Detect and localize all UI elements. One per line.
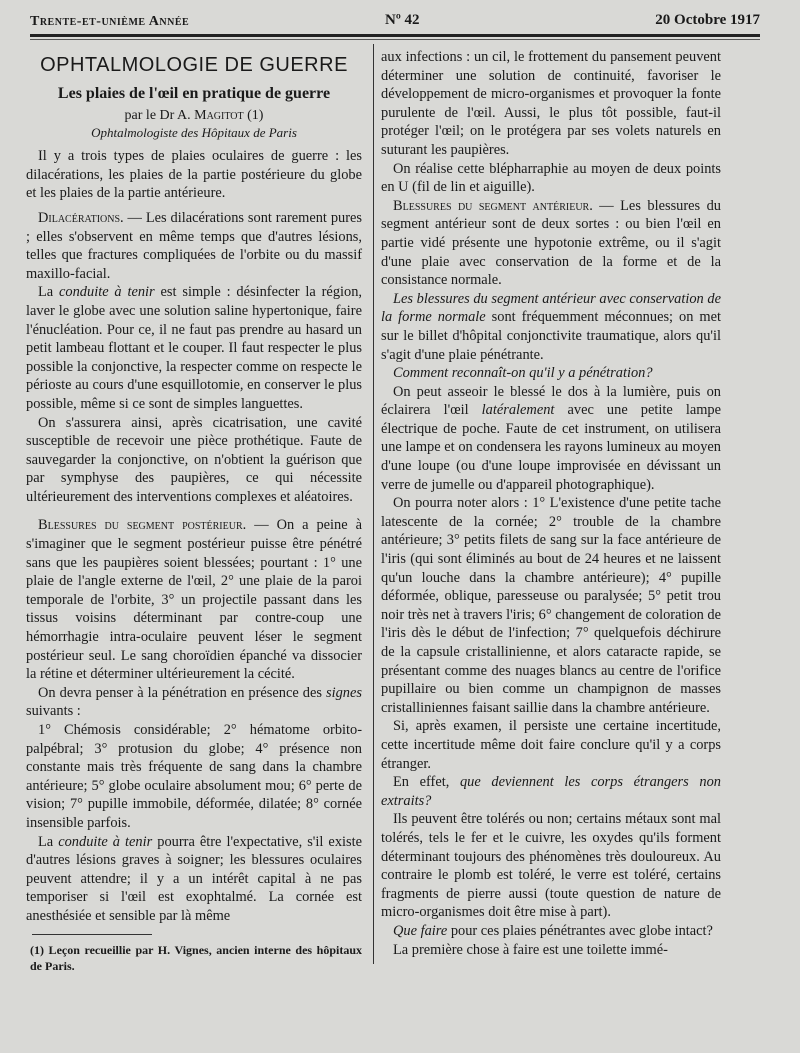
question: Comment reconnaît-on qu'il y a pénétration?: [393, 365, 653, 382]
paragraph: On réalise cette blépharraphie au moyen de deux points en U (fil de lin et aiguille).: [381, 160, 721, 196]
issue-date: 20 Octobre 1917: [655, 12, 760, 28]
volume-label: Trente-et-unième Année: [30, 14, 190, 29]
subsection-heading: Dilacérations.: [38, 209, 124, 226]
article-title: Les plaies de l'œil en pratique de guerre: [57, 84, 331, 102]
footnote: (1) Leçon recueillie par H. Vignes, ancien interne des hôpitaux de Paris.: [30, 943, 362, 973]
paragraph: Que faire pour ces plaies pénétrantes avec globe intact?: [393, 922, 713, 939]
left-column: [26, 50, 362, 926]
paragraph: Il y a trois types de plaies oculaires de guerre : les dilacérations, les plaies de la partie postérieure du globe et les plaies de la partie antérieure.: [26, 148, 362, 202]
paragraph: On pourra noter alors : 1° L'existence d'une petite tache latescente de la cornée; 2° trouble de la chambre antérieure; 3° petits filets de sang sur la face antérieure de l'iris (qui sont éliminés au bout de 24 heures et ne laissent qu'un louche dans la chambre antérieure); 4° pupille déformée, oblique, paresseuse ou paralysée; 5° petit trou noir très net à travers l'iris; 6° changement de coloration de l'iris dès le début de l'infection; 7° quelquefois déchirure de la capsule cristallinienne, et alors cataracte rapide, se présentant comme des nuages blancs au centre de l'orifice pupillaire ou bien comme un champignon de masses cristalliniennes faisant saillie dans la chambre antérieure.: [381, 495, 722, 716]
header-rule-thick: [30, 34, 760, 37]
paragraph: Blessures du segment antérieur. — Les blessures du segment antérieur sont de deux sortes : ou bien l'œil en partie vidé présente une hypotonie extrême, ou il s'agit d'une plaie avec conservation de la forme et de la consistance normale.: [381, 197, 721, 289]
paragraph: Blessures du segment postérieur. — On a peine à s'imaginer que le segment postérieur puisse être pénétré sans que les paupières soient blessées; pourtant : 1° une plaie de l'angle externe de l'œil, 2° une plaie de la paroi temporale de l'orbite, 3° un projectile passant dans les tissus voisins déterminant par contre-coup une hémorrhagie intra-oculaire peuvent léser le segment postérieur seul. Le sang choroïdien épanché va dissocier la rétine et déterminer ultérieurement la cécité.: [26, 517, 362, 683]
page-header: [30, 12, 760, 34]
byline-prefix: par le Dr A.: [124, 108, 191, 124]
byline: [26, 107, 362, 125]
paragraph: Ils peuvent être tolérés ou non; certains métaux sont mal tolérés, tels le fer et le cuivre, les oxydes qu'ils forment déterminant toujours des phénomènes très douloureux. Au contraire le plomb est toléré, le verre est toléré, certains fragments de pierre aussi (toute question de nature de micro-organismes doit être mise à part).: [381, 811, 721, 921]
footnote-rule: [32, 934, 152, 935]
author-name: Magitot: [194, 108, 244, 124]
paragraph: aux infections : un cil, le frottement du pansement peuvent déterminer une solution de continuité, favoriser le développement de micro-organismes et provoquer la fonte purulente de l'œil. Aussi, le plus tôt possible, faut-il protéger l'œil; on le protégera par ses volets naturels en suturant les paupières.: [381, 49, 721, 158]
footnote-marker: (1): [247, 108, 264, 124]
paragraph: La conduite à tenir pourra être l'expectative, s'il existe d'autres lésions graves à soigner; les blessures oculaires peuvent attendre; il y a un intérêt capital à ne pas temporiser si l'œil est exophtalmé. La cornée est anesthésiée et sensible par là même: [26, 833, 363, 924]
paragraph: Dilacérations. — Les dilacérations sont rarement pures ; elles s'observent en même temps que d'autres lésions, telles que fractures compliquées de l'orbite ou du massif maxillo-facial.: [26, 209, 362, 282]
paragraph: On s'assurera ainsi, après cicatrisation, une cavité susceptible de recevoir une pièce prothétique. Faute de sauvegarder la conjonctive, on n'obtient la guérison que par symphyse des paupières, ce qui nécessite ultérieurement des interventions complexes et aléatoires.: [26, 414, 362, 505]
paragraph: La conduite à tenir est simple : désinfecter la région, laver le globe avec une solution saline hypertonique, faire l'énucléation. Pour ce, il ne faut pas prendre au hasard un petit lambeau flottant et le couper. Il faut respecter le plus possible la conjonctive, la respecter comme on respecte le périoste au cours d'une esquillotomie, en conserver le plus possible, même si ce sont de simples languettes.: [26, 284, 363, 412]
column-divider: [373, 44, 374, 964]
subsection-heading: Blessures du segment postérieur.: [38, 517, 247, 534]
paragraph: En effet, que deviennent les corps étrangers non extraits?: [381, 774, 721, 809]
paragraph: On peut asseoir le blessé le dos à la lumière, puis on éclairera l'œil latéralement avec une petite lampe électrique de poche. Faute de cet instrument, on utilisera une lampe et on condensera les rayons lumineux au moyen d'une loupe (ou d'une loupe improvisée en dévissant un verre de jumelle ou d'appareil photographique).: [381, 383, 721, 493]
paragraph: Si, après examen, il persiste une certaine incertitude, cette incertitude même doit faire conclure qu'il y a corps étranger.: [381, 718, 721, 772]
header-rule-thin: [30, 39, 760, 40]
paragraph: Les blessures du segment antérieur avec conservation de la forme normale sont fréquemment méconnues; on met sur le billet d'hôpital conjonctivite traumatique, alors qu'il s'agit d'une plaie pénétrante.: [381, 290, 721, 363]
subsection-heading: Blessures du segment antérieur.: [393, 197, 593, 214]
issue-number: Nº 42: [385, 12, 420, 28]
paragraph: La première chose à faire est une toilette immé-: [393, 941, 668, 958]
section-title: OPHTALMOLOGIE DE GUERRE: [40, 54, 348, 76]
paragraph: On devra penser à la pénétration en présence des signes suivants :: [26, 684, 362, 720]
paragraph: 1° Chémosis considérable; 2° hématome orbito-palpébral; 3° protusion du globe; 4° présence non constante mais très fréquente de sang dans la chambre antérieure; 5° globe oculaire absolument mou; 6° perte de vision; 7° pupille immobile, déformée, dilatée; 8° cornée insensible parfois.: [26, 722, 362, 831]
right-column: [381, 48, 721, 959]
author-affiliation: Ophtalmologiste des Hôpitaux de Paris: [91, 125, 297, 141]
